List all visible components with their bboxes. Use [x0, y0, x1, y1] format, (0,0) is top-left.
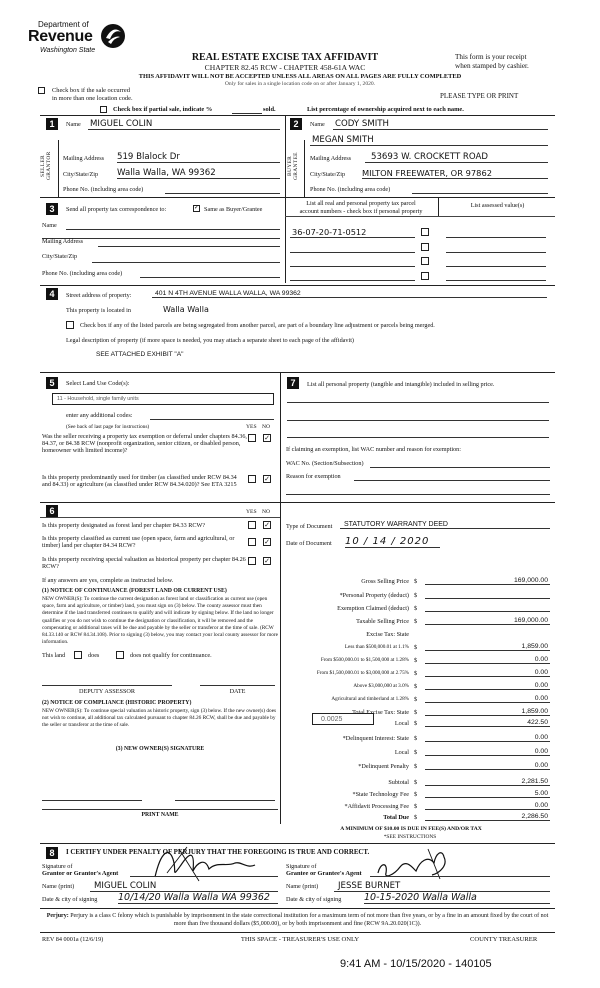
- grantee-name-label: Name (print): [286, 883, 319, 890]
- assessed-line-2[interactable]: [446, 252, 546, 253]
- personal-property-checkbox-1[interactable]: [421, 228, 429, 236]
- see-instructions-note: *SEE INSTRUCTIONS: [383, 834, 437, 840]
- grantor-sig-label-1: Signature of: [42, 863, 73, 870]
- receipt-note-1: This form is your receipt: [455, 53, 527, 61]
- tax-row-dollar: $: [414, 763, 418, 770]
- parcel-line-4[interactable]: [290, 280, 415, 281]
- personal-property-checkbox-4[interactable]: [421, 272, 429, 280]
- grantee-date-label: Date & city of signing: [286, 896, 342, 903]
- tax-name-field[interactable]: [66, 229, 280, 230]
- tax-row-dollar: $: [414, 644, 418, 651]
- personal-property-field-3[interactable]: [287, 437, 549, 438]
- s6-q1-no-checkbox[interactable]: ✓: [264, 521, 270, 529]
- tax-row-value[interactable]: 1,859.00: [425, 643, 550, 651]
- buyer-city-label: City/State/Zip: [310, 171, 346, 178]
- s6-q2-no-checkbox[interactable]: ✓: [264, 538, 270, 546]
- deputy-date-label: DATE: [229, 688, 246, 695]
- multi-location-label-2: in more than one location code.: [52, 95, 133, 102]
- dept-line3: Washington State: [40, 47, 96, 54]
- additional-codes-label: enter any additional codes:: [66, 412, 133, 419]
- tax-row-label: Excise Tax: State: [366, 631, 409, 638]
- grantee-name-field[interactable]: JESSE BURNET: [334, 881, 550, 892]
- personal-property-field-1[interactable]: [287, 402, 549, 403]
- this-land-label: This land: [42, 652, 66, 659]
- tax-row-dollar: $: [414, 696, 418, 703]
- tax-row-value[interactable]: 169,000.00: [425, 617, 550, 625]
- s5-q1-yes-checkbox[interactable]: [248, 434, 256, 442]
- segregated-label: Check box if any of the listed parcels are being segregated from another parcel, are part of a boundary line adjustment or parcels being merged.: [80, 322, 435, 329]
- assessed-line-4[interactable]: [446, 280, 546, 281]
- s6-question-1: Is this property designated as forest land per chapter 84.33 RCW?: [42, 522, 206, 529]
- wac-label: WAC No. (Section/Subsection): [286, 460, 364, 467]
- personal-property-field-2[interactable]: [287, 420, 549, 421]
- notice-1-text: NEW OWNER(S): To continue the current designation as forest land or classification as current use (open space, farm and agriculture, or timber) land, you must sign on (3) below. The county assessor must then determine if the land transferred continues to qualify and will indicate by signing below. If the land no longer qualifies or you do not wish to continue the designation or classification, it will be removed and the compensating or additional taxes will be due and payable by the seller or transferor at the time of sale. (RCW 84.33.140 or RCW 84.34.108). Prior to signing (3) below, you may contact your local county assessor for more information.: [42, 596, 278, 646]
- grantor-name-label: Name (print): [42, 883, 75, 890]
- parcel-header-1: List all real and personal property tax parcel: [306, 200, 416, 207]
- county-treasurer-label: COUNTY TREASURER: [470, 936, 538, 943]
- section-5-number: 5: [46, 377, 58, 389]
- tax-row-dollar: $: [414, 657, 418, 664]
- s6-q2-yes-checkbox[interactable]: [248, 538, 256, 546]
- reason-field[interactable]: [354, 480, 550, 481]
- grantor-sig-label-2: Grantor or Grantor's Agent: [42, 870, 119, 877]
- print-name-label: PRINT NAME: [141, 812, 179, 818]
- tax-row-dollar: $: [414, 720, 418, 727]
- parcel-number-1[interactable]: 36-07-20-71-0512: [292, 227, 367, 237]
- tax-row-label: Local: [394, 749, 409, 756]
- send-correspondence-label: Send all property tax correspondence to:: [66, 206, 167, 213]
- land-does-not-checkbox[interactable]: [116, 651, 124, 659]
- tax-city-field[interactable]: [92, 262, 280, 263]
- section-3-number: 3: [46, 203, 58, 215]
- tax-row-dollar: $: [414, 605, 418, 612]
- section-8-number: 8: [46, 847, 58, 859]
- tax-row-value[interactable]: 0.00: [425, 802, 550, 810]
- buyer-address-field[interactable]: 53693 W. CROCKETT ROAD: [365, 152, 548, 163]
- land-does-not-label: does not qualify for continuance.: [130, 652, 212, 659]
- local-rate-value: 0.0025: [321, 716, 343, 723]
- multi-location-label: Check box if the sale occurred: [52, 87, 130, 94]
- land-use-select[interactable]: [52, 393, 274, 405]
- buyer-phone-label: Phone No. (including area code): [310, 186, 391, 193]
- assessed-divider: [438, 197, 439, 216]
- s6-q3-yes-checkbox[interactable]: [248, 557, 256, 565]
- s6-q3-no-checkbox[interactable]: ✓: [264, 557, 270, 565]
- s5-q2-no-checkbox[interactable]: ✓: [264, 475, 270, 483]
- tax-row-dollar: $: [414, 791, 418, 798]
- doc-date-label: Date of Document: [286, 540, 332, 547]
- footer-bottom-rule: [40, 932, 555, 933]
- land-does-checkbox[interactable]: [74, 651, 82, 659]
- print-note: PLEASE TYPE OR PRINT: [440, 92, 519, 100]
- ownership-note: List percentage of ownership acquired next to each name.: [307, 106, 464, 113]
- buyer-name-field-2[interactable]: MEGAN SMITH: [310, 135, 548, 146]
- footer-top-rule: [40, 908, 555, 909]
- seller-address-label: Mailing Address: [63, 155, 105, 162]
- tax-row-label: Less than $500,000.01 at 1.1%: [344, 644, 409, 650]
- parcel-header-2: account numbers - check box if personal property: [299, 208, 423, 215]
- buyer-name-field-1[interactable]: CODY SMITH: [333, 119, 548, 130]
- seller-side-rule: [58, 140, 59, 197]
- section-4-number: 4: [46, 288, 58, 300]
- tax-row-dollar: $: [414, 814, 418, 821]
- seller-name-label: Name: [66, 121, 81, 128]
- additional-codes-field[interactable]: [150, 419, 274, 420]
- sales-note: Only for sales in a single location code on or after January 1, 2020.: [224, 81, 376, 87]
- receipt-note-2: when stamped by cashier.: [455, 62, 529, 70]
- s5-question-2: Is this property predominantly used for timber (as classified under RCW 84.34 and 84.33) or agriculture (as classified under RCW 84.34.020)? See ETA 3215: [42, 474, 237, 489]
- wac-field[interactable]: [370, 467, 550, 468]
- local-rate-field[interactable]: [312, 713, 374, 725]
- tax-row-value[interactable]: 0.00: [425, 669, 550, 677]
- grantee-date-field[interactable]: 10-15-2020 Walla Walla: [364, 892, 550, 904]
- s5-q1-no-checkbox[interactable]: ✓: [264, 434, 270, 442]
- partial-sale-sold: sold.: [263, 106, 276, 113]
- personal-property-checkbox-2[interactable]: [421, 243, 429, 251]
- tax-city-label: City/State/Zip: [42, 253, 78, 260]
- located-field[interactable]: Walla Walla: [163, 305, 209, 314]
- tax-row-value[interactable]: 0.00: [425, 762, 550, 770]
- same-as-buyer-label: Same as Buyer/Grantee: [204, 206, 263, 213]
- tax-row-value[interactable]: 2,281.50: [425, 778, 550, 786]
- tax-row-value[interactable]: 0.00: [425, 748, 550, 756]
- s6-q1-yes-checkbox[interactable]: [248, 521, 256, 529]
- tax-name-label: Name: [42, 222, 57, 229]
- same-as-buyer-checkbox[interactable]: ✓: [194, 205, 200, 211]
- section-6-top-rule: [40, 502, 280, 503]
- deputy-label: DEPUTY ASSESSOR: [79, 688, 135, 695]
- tax-row-label: *Delinquent Penalty: [358, 763, 409, 770]
- tax-row-label: *Affidavit Processing Fee: [344, 803, 409, 810]
- perjury-body: Perjury is a class C felony which is punishable by imprisonment in the state correctional institution for a maximum term of not more than five years, or by a fine in an amount fixed by the court of not more than five thousand dollars ($5,000.00), or by both imprisonment and fine (RCW 9A.20.020(1C)).: [70, 913, 549, 927]
- tax-row-label: *Delinquent Interest: State: [342, 735, 409, 742]
- tax-row-dollar: $: [414, 803, 418, 810]
- section-5-top-rule: [40, 372, 555, 373]
- tax-row-value[interactable]: 0.00: [425, 656, 550, 664]
- tax-row-value[interactable]: 422.50: [425, 719, 550, 727]
- tax-row-label: Taxable Selling Price: [356, 618, 409, 625]
- tax-row-label: Total Due: [383, 814, 409, 821]
- tax-row-label: Agricultural and timberland at 1.28%: [331, 696, 409, 702]
- sections-1-2-divider: [285, 115, 286, 197]
- tax-row-value[interactable]: 1,859.00: [425, 708, 550, 716]
- grantor-signature[interactable]: [135, 843, 275, 883]
- tax-row-label: From $500,000.01 to $1,500,000 at 1.28%: [320, 657, 409, 663]
- tax-row-value[interactable]: 0.00: [425, 682, 550, 690]
- multi-location-checkbox[interactable]: [38, 87, 45, 94]
- parcel-line-1: [290, 237, 415, 238]
- tax-row-label: Above $3,000,000 at 3.0%: [353, 683, 409, 689]
- partial-sale-label: Check box if partial sale, indicate %: [113, 106, 213, 113]
- grantor-signature-line: [130, 876, 278, 877]
- tax-row-dollar: $: [414, 749, 418, 756]
- grantor-date-label: Date & city of signing: [42, 896, 98, 903]
- section-6-sub-rule: [40, 517, 280, 518]
- new-owner-signature-field-2[interactable]: [175, 800, 275, 801]
- tax-row-value[interactable]: 5.00: [425, 790, 550, 798]
- sections-5-7-divider: [280, 372, 281, 502]
- notice-2-title: (2) NOTICE OF COMPLIANCE (HISTORIC PROPERTY): [42, 700, 192, 706]
- tax-row-value[interactable]: 2,286.50: [425, 813, 550, 821]
- s5-no-label: NO: [262, 424, 271, 430]
- tax-row-dollar: $: [414, 670, 418, 677]
- doc-type-label: Type of Document: [286, 523, 333, 530]
- form-top-rule: [40, 115, 555, 116]
- tax-row-label: Local: [394, 720, 409, 727]
- tax-row-label: *Personal Property (deduct): [339, 592, 409, 599]
- seller-phone-field[interactable]: [165, 193, 280, 194]
- tax-row-dollar: $: [414, 709, 418, 716]
- tax-row-dollar: $: [414, 779, 418, 786]
- buyer-address-label: Mailing Address: [310, 155, 352, 162]
- tax-row-dollar: $: [414, 618, 418, 625]
- tax-row-label: Exemption Claimed (deduct): [337, 605, 409, 612]
- tax-row-value[interactable]: [425, 604, 550, 612]
- section-8-top-rule: [40, 843, 555, 844]
- tax-phone-field[interactable]: [140, 277, 280, 278]
- seller-name-field[interactable]: MIGUEL COLIN: [88, 119, 280, 130]
- personal-property-checkbox-3[interactable]: [421, 257, 429, 265]
- section-6-number: 6: [46, 505, 58, 517]
- land-use-value: 11 - Household, single family units: [57, 396, 139, 402]
- assessed-line-3[interactable]: [446, 266, 546, 267]
- dor-logo: [28, 20, 128, 68]
- partial-sale-checkbox[interactable]: [100, 106, 107, 113]
- minimum-note: A MINIMUM OF $10.00 IS DUE IN FEE(S) AND/OR TAX: [340, 826, 482, 832]
- tax-row-label: Gross Selling Price: [361, 578, 409, 585]
- s6-question-2: Is this property classified as current use (open space, farm and agricultural, or timber) land per chapter 84.34 RCW?: [42, 535, 235, 549]
- tax-row-value[interactable]: 169,000.00: [425, 577, 550, 585]
- tax-address-label: Mailing Address: [42, 238, 84, 245]
- notice-1-title: (1) NOTICE OF CONTINUANCE (FOREST LAND OR CURRENT USE): [42, 588, 227, 594]
- s5-question-1: Was the seller receiving a property tax exemption or deferral under chapters 84.36, 84.37, or 84.38 RCW (nonprofit organization, senior citizen, or disabled person, homeowner with limited income)?: [42, 433, 247, 455]
- section-3-top-rule: [40, 197, 555, 198]
- doc-date-field[interactable]: 10 / 14 / 2020: [345, 536, 440, 548]
- deputy-signature-field[interactable]: [42, 685, 172, 686]
- section-7-number: 7: [287, 377, 299, 389]
- tax-address-field[interactable]: [98, 246, 280, 247]
- tax-row-label: From $1,500,000.01 to $3,000,000 at 2.75%: [316, 670, 409, 676]
- reason-field-2[interactable]: [286, 494, 550, 495]
- deputy-date-field[interactable]: [200, 685, 275, 686]
- partial-sale-percent-field[interactable]: [232, 113, 262, 114]
- legal-description[interactable]: SEE ATTACHED EXHIBIT "A": [96, 351, 184, 358]
- street-field[interactable]: 401 N 4TH AVENUE WALLA WALLA, WA 99362: [152, 290, 547, 298]
- s5-yes-label: YES: [246, 424, 257, 430]
- street-label: Street address of property:: [66, 292, 132, 299]
- buyer-phone-field[interactable]: [412, 193, 548, 194]
- tax-row-dollar: $: [414, 683, 418, 690]
- tax-row-value[interactable]: 0.00: [425, 734, 550, 742]
- receipt-timestamp: 9:41 AM - 10/15/2020 - 140105: [340, 958, 492, 970]
- certify-statement: I CERTIFY UNDER PENALTY OF PERJURY THAT THE FOREGOING IS TRUE AND CORRECT.: [66, 849, 370, 856]
- notice-3-title: (3) NEW OWNER(S) SIGNATURE: [115, 746, 205, 752]
- buyer-city-field[interactable]: MILTON FREEWATER, OR 97862: [362, 168, 548, 179]
- segregated-checkbox[interactable]: [66, 321, 74, 329]
- tax-row-dollar: $: [414, 735, 418, 742]
- doc-type-field[interactable]: STATUTORY WARRANTY DEED: [340, 521, 550, 529]
- buyer-side-label: BUYER GRANTEE: [287, 152, 299, 180]
- dept-line1: Department of: [38, 20, 89, 29]
- land-does-label: does: [88, 652, 100, 659]
- print-name-field[interactable]: [42, 809, 278, 810]
- seller-address-field[interactable]: 519 Blalock Dr: [117, 152, 280, 163]
- land-use-label: Select Land Use Code(s):: [66, 380, 130, 387]
- dept-line2: Revenue: [28, 28, 93, 45]
- s6-no-label: NO: [262, 509, 271, 515]
- treasurer-use-label: THIS SPACE - TREASURER'S USE ONLY: [240, 936, 360, 943]
- tax-row-dollar: $: [414, 592, 418, 599]
- buyer-name-label: Name: [310, 121, 325, 128]
- parcel-header-rule: [285, 216, 555, 217]
- s6-yes-label: YES: [246, 509, 257, 515]
- see-back-note: (See back of last page for instructions): [66, 424, 150, 430]
- dor-swoosh-icon: [100, 23, 126, 49]
- rev-number: REV 84 0001a (12/6/19): [42, 936, 104, 943]
- exemption-label: If claiming an exemption, list WAC number and reason for exemption:: [286, 446, 461, 453]
- located-label: This property is located in: [66, 307, 131, 314]
- grantor-date-field[interactable]: 10/14/20 Walla Walla WA 99362: [118, 892, 278, 904]
- s5-q2-yes-checkbox[interactable]: [248, 475, 256, 483]
- new-owner-signature-field-1[interactable]: [42, 800, 142, 801]
- s6-if-yes: If any answers are yes, complete as instructed below.: [42, 577, 174, 584]
- seller-phone-label: Phone No. (including area code): [63, 186, 144, 193]
- tax-row-label: *State Technology Fee: [352, 791, 409, 798]
- parcel-line-2[interactable]: [290, 252, 415, 253]
- grantee-sig-label-1: Signature of: [286, 863, 317, 870]
- tax-row-dollar: $: [414, 578, 418, 585]
- legal-label: Legal description of property (if more space is needed, you may attach a separate sheet to each page of the affidavit): [66, 337, 354, 344]
- tax-phone-label: Phone No. (including area code): [42, 270, 123, 277]
- buyer-side-rule: [304, 140, 305, 197]
- parcel-line-3[interactable]: [290, 266, 415, 267]
- tax-row-value[interactable]: [425, 591, 550, 599]
- section-7b-top-rule: [280, 502, 555, 503]
- seller-side-label: SELLER GRANTOR: [40, 151, 52, 181]
- section-4-top-rule: [40, 285, 555, 286]
- grantor-name-field[interactable]: MIGUEL COLIN: [90, 881, 278, 892]
- section-1-number: 1: [46, 118, 58, 130]
- perjury-label: Perjury:: [46, 913, 69, 919]
- perjury-text: [40, 912, 555, 928]
- s6-question-3: Is this property receiving special valuation as historical property per chapter 84.26 RCW?: [42, 556, 246, 570]
- grantee-sig-label-2: Grantee or Grantee's Agent: [286, 870, 362, 877]
- form-subtitle: CHAPTER 82.45 RCW - CHAPTER 458-61A WAC: [204, 63, 366, 72]
- tax-row-label: Total Excise Tax: State: [352, 709, 409, 716]
- tax-row-value[interactable]: 0.00: [425, 695, 550, 703]
- grantee-signature-line: [370, 876, 550, 877]
- reason-label: Reason for exemption: [286, 473, 341, 480]
- seller-city-field[interactable]: Walla Walla, WA 99362: [117, 168, 280, 179]
- notice-2-text: NEW OWNER(S): To continue special valuation as historic property, sign (3) below. If the new owner(s) does not wish to continue, all additional tax calculated pursuant to chapter 84.26 RCW, shall be due and payable by the seller or transferor at the time of sale.: [42, 708, 277, 729]
- warning-line: THIS AFFIDAVIT WILL NOT BE ACCEPTED UNLESS ALL AREAS ON ALL PAGES ARE FULLY COMPLETED: [138, 73, 462, 80]
- seller-city-label: City/State/Zip: [63, 171, 99, 178]
- form-title: REAL ESTATE EXCISE TAX AFFIDAVIT: [191, 52, 379, 63]
- assessed-line-1[interactable]: [446, 237, 546, 238]
- sections-6-7-divider: [280, 502, 281, 824]
- assessed-header: List assessed value(s): [470, 202, 525, 209]
- tax-row-label: Subtotal: [388, 779, 409, 786]
- personal-property-label: List all personal property (tangible and intangible) included in selling price.: [307, 381, 495, 388]
- section-2-number: 2: [290, 118, 302, 130]
